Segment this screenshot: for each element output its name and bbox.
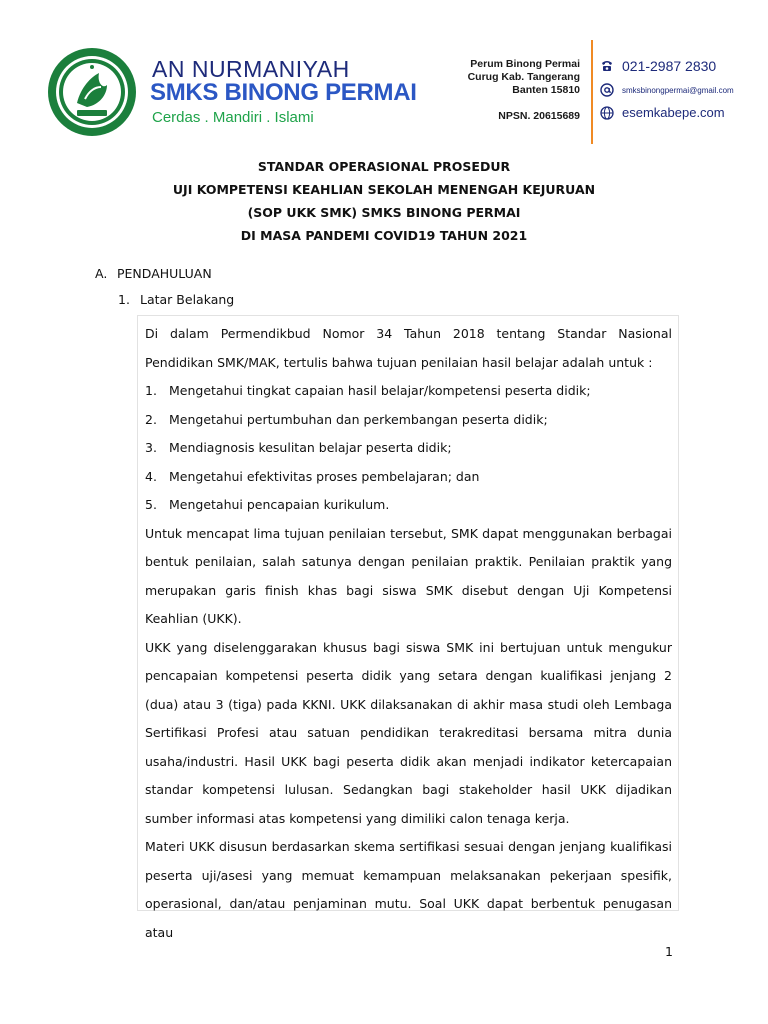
list-text: Mengetahui tingkat capaian hasil belajar/kompetensi peserta didik;	[169, 383, 591, 398]
list-number: 5.	[145, 497, 157, 512]
school-npsn: NPSN. 20615689	[498, 110, 580, 122]
list-item	[145, 491, 672, 520]
body-paragraph: Materi UKK disusun berdasarkan skema sertifikasi sesuai dengan jenjang kualifikasi peserta uji/asesi yang memuat kemampuan melaksanakan pekerjaan spesifik, operasional, dan/atau penjaminan mutu. Soal UKK dapat berbentuk penugasan atau	[145, 839, 672, 940]
list-item	[145, 434, 672, 463]
title-line: UJI KOMPETENSI KEAHLIAN SEKOLAH MENENGAH KEJURUAN	[172, 182, 596, 197]
section-number: A.	[95, 266, 108, 281]
contact-website: esemkabepe.com	[622, 105, 725, 120]
title-line: (SOP UKK SMK) SMKS BINONG PERMAI	[247, 205, 521, 220]
title-line: DI MASA PANDEMI COVID19 TAHUN 2021	[240, 228, 528, 243]
globe-icon	[600, 106, 614, 120]
list-item	[145, 463, 672, 492]
school-logo-emblem	[47, 47, 137, 137]
contact-email: smksbinongpermai@gmail.com	[622, 85, 734, 95]
organization-name: AN NURMANIYAH	[152, 56, 350, 82]
at-icon	[600, 83, 614, 97]
list-number: 1.	[145, 383, 157, 398]
list-text: Mengetahui pencapaian kurikulum.	[169, 497, 390, 512]
page-number: 1	[665, 944, 673, 959]
contact-email-row	[600, 83, 734, 97]
contact-phone-row	[600, 58, 716, 74]
subsection-number: 1.	[118, 292, 130, 307]
address-line: Perum Binong Permai	[470, 58, 580, 70]
body-paragraph: Untuk mencapat lima tujuan penilaian tersebut, SMK dapat menggunakan berbagai bentuk penilaian, salah satunya dengan penilaian praktik. Penilaian praktik yang merupakan garis finish khas bagi siswa SMK disebut dengan Uji Kompetensi Keahlian (UKK).	[145, 525, 672, 626]
school-address	[462, 58, 580, 97]
subsection-label: Latar Belakang	[140, 292, 235, 307]
title-line: STANDAR OPERASIONAL PROSEDUR	[257, 159, 511, 174]
address-line: Curug Kab. Tangerang	[467, 71, 580, 83]
phone-icon	[600, 59, 614, 73]
list-number: 2.	[145, 411, 157, 427]
address-line: Banten 15810	[512, 84, 580, 96]
contact-phone: 021-2987 2830	[622, 58, 717, 74]
list-item	[145, 406, 672, 435]
list-number: 4.	[145, 468, 157, 484]
school-tagline: Cerdas . Mandiri . Islami	[152, 109, 314, 126]
list-item	[145, 377, 672, 406]
body-paragraph: UKK yang diselenggarakan khusus bagi siswa SMK ini bertujuan untuk mengukur pencapaian kompetensi peserta didik yang setara dengan kualifikasi jenjang 2 (dua) atau 3 (tiga) pada KKNI. UKK dilaksanakan di akhir masa studi oleh Lembaga Sertifikasi Profesi atau satuan pendidikan terakreditasi bersama mitra dunia usaha/industri. Hasil UKK bagi peserta didik akan menjadi indikator ketercapaian standar kompetensi lulusan. Sedangkan bagi stakeholder hasil UKK dijadikan sumber informasi atas kompetensi yang dimiliki calon tenaga kerja.	[145, 639, 672, 826]
section-heading	[95, 266, 212, 281]
contact-divider	[591, 40, 593, 144]
letterhead	[0, 38, 768, 146]
contact-website-row	[600, 105, 725, 120]
intro-paragraph: Di dalam Permendikbud Nomor 34 Tahun 2018 tentang Standar Nasional Pendidikan SMK/MAK, tertulis bahwa tujuan penilaian hasil belajar adalah untuk :	[145, 326, 672, 370]
list-text: Mengetahui efektivitas proses pembelajaran; dan	[169, 468, 480, 484]
document-title	[0, 155, 768, 247]
list-number: 3.	[145, 440, 157, 455]
section-label: PENDAHULUAN	[117, 266, 212, 281]
list-text: Mengetahui pertumbuhan dan perkembangan peserta didik;	[169, 411, 548, 427]
subsection-heading	[118, 292, 234, 307]
list-text: Mendiagnosis kesulitan belajar peserta didik;	[169, 440, 452, 455]
school-name: SMKS BINONG PERMAI	[150, 79, 417, 106]
content-box	[137, 315, 679, 940]
